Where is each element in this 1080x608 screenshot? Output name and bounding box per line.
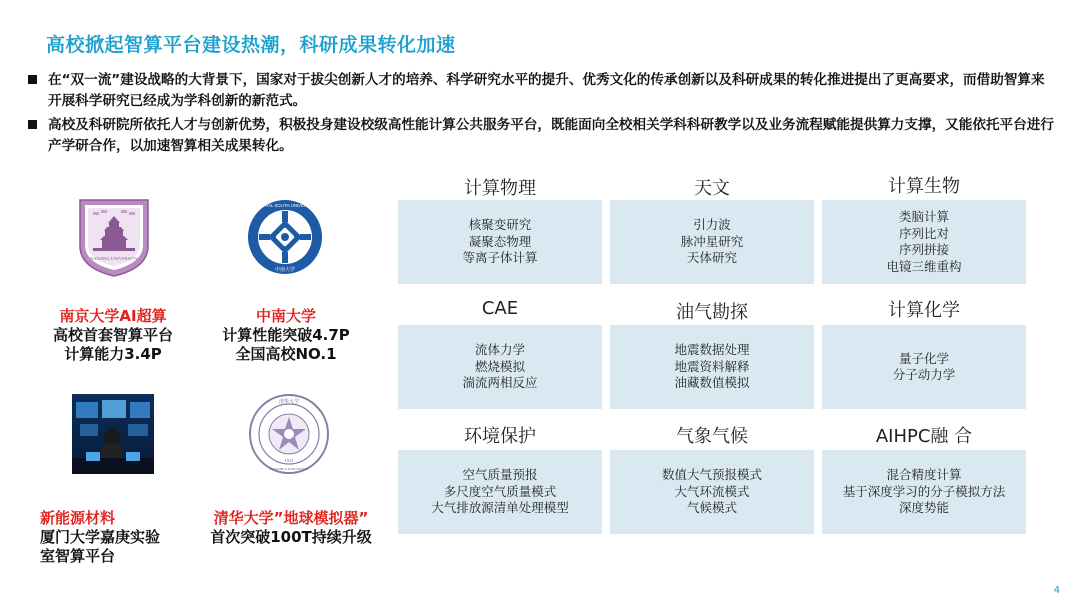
category-box [822, 450, 1026, 534]
svg-text:TSINGHUA UNIVERSITY: TSINGHUA UNIVERSITY [269, 467, 309, 471]
page-number: 4 [1053, 585, 1060, 596]
category-title: 计算物理 [464, 178, 536, 199]
category-item: 天体研究 [686, 250, 737, 266]
central-south-university-logo [246, 198, 324, 276]
case-line: 首次突破100T持续升级 [210, 528, 372, 546]
category-title: 计算生物 [888, 176, 960, 197]
category-item: 深度势能 [898, 500, 949, 516]
category-box [822, 325, 1026, 409]
bullet-item [26, 70, 1056, 112]
category-item: 湍流两相反应 [462, 375, 538, 391]
lab-photo-image [72, 394, 154, 474]
category-item: 气候模式 [686, 500, 737, 516]
bullet-text: 高校及科研院所依托人才与创新优势，积极投身建设校级高性能计算公共服务平台，既能面向全校相关学科科研教学以及业务流程赋能提供算力支撑，又能依托平台进行产学研合作，以加速智算相关成果转化。 [48, 117, 1054, 154]
nanjing-university-logo [76, 196, 152, 278]
page-title: 高校掀起智算平台建设热潮，科研成果转化加速 [46, 34, 456, 56]
category-box [398, 450, 602, 534]
category-item: 电镜三维重构 [886, 258, 962, 274]
category-title: CAE [481, 298, 519, 319]
case-line: 计算能力3.4P [64, 345, 162, 363]
bullet-list [26, 70, 1056, 160]
category-item: 混合精度计算 [886, 467, 962, 483]
category-item: 流体力学 [474, 342, 525, 358]
category-title: AIHPC融 合 [875, 426, 973, 447]
square-bullet-icon [28, 75, 37, 84]
case-line: 厦门大学嘉庚实验 [40, 528, 161, 546]
category-item: 数值大气预报模式 [661, 467, 762, 483]
category-item: 类脑计算 [898, 209, 949, 224]
category-item: 基于深度学习的分子模拟方法 [842, 483, 1006, 499]
category-item: 地震数据处理 [674, 342, 750, 358]
case-csu [200, 307, 372, 364]
category-item: 序列比对 [898, 225, 949, 241]
svg-text:CENTRAL SOUTH UNIVERSITY: CENTRAL SOUTH UNIVERSITY [253, 203, 317, 208]
category-item: 地震资料解释 [674, 358, 750, 374]
bullet-item [26, 115, 1056, 157]
category-title: 油气勘探 [676, 302, 748, 323]
square-bullet-icon [28, 120, 37, 129]
category-item: 燃烧模拟 [474, 358, 525, 374]
bullet-text: 在“双一流”建设战略的大背景下，国家对于拔尖创新人才的培养、科学研究水平的提升、优秀文化的传承创新以及科研成果的转化推进提出了更高要求，而借助智算来开展科学研究已经成为学科创新的新范式。 [48, 72, 1045, 109]
case-line: 室智算平台 [40, 547, 116, 565]
category-item: 凝聚态物理 [468, 233, 532, 249]
category-box [398, 325, 602, 409]
case-title: 南京大学AI超算 [59, 307, 167, 325]
category-item: 分子动力学 [892, 367, 956, 382]
category-box [398, 200, 602, 284]
tsinghua-university-logo [248, 393, 330, 475]
svg-text:中南大学: 中南大学 [274, 267, 296, 273]
category-item: 多尺度空气质量模式 [443, 483, 557, 499]
case-xiamen [22, 509, 182, 566]
case-line: 计算性能突破4.7P [222, 326, 350, 344]
category-title: 环境保护 [464, 426, 536, 447]
case-line: 全国高校NO.1 [235, 345, 337, 363]
category-item: 等离子体计算 [462, 250, 538, 266]
case-title: 中南大学 [255, 307, 316, 325]
category-title: 气象气候 [676, 426, 748, 447]
svg-text:清华大学: 清华大学 [278, 399, 300, 405]
case-title: 新能源材料 [40, 509, 116, 527]
category-item: 大气排放源清单处理模型 [431, 500, 569, 516]
category-item: 引力波 [693, 217, 731, 233]
case-line: 高校首套智算平台 [52, 326, 173, 344]
category-item: 空气质量预报 [462, 467, 538, 483]
category-item: 核聚变研究 [468, 217, 532, 233]
category-box [610, 325, 814, 409]
svg-text:1911: 1911 [284, 458, 294, 463]
category-item: 油藏数值模拟 [674, 375, 750, 391]
category-box [610, 450, 814, 534]
case-title: 清华大学”地球模拟器” [213, 509, 369, 527]
category-box [822, 200, 1026, 284]
category-item: 序列拼接 [898, 242, 949, 257]
case-nanjing [18, 307, 208, 364]
category-item: 量子化学 [898, 350, 949, 366]
category-item: 脉冲星研究 [680, 233, 744, 249]
category-title: 计算化学 [888, 300, 960, 321]
category-title: 天文 [694, 178, 730, 199]
svg-text:NANJING UNIVERSITY: NANJING UNIVERSITY [90, 256, 138, 261]
category-box [610, 200, 814, 284]
category-item: 大气环流模式 [674, 483, 750, 499]
case-tsinghua [188, 509, 394, 547]
